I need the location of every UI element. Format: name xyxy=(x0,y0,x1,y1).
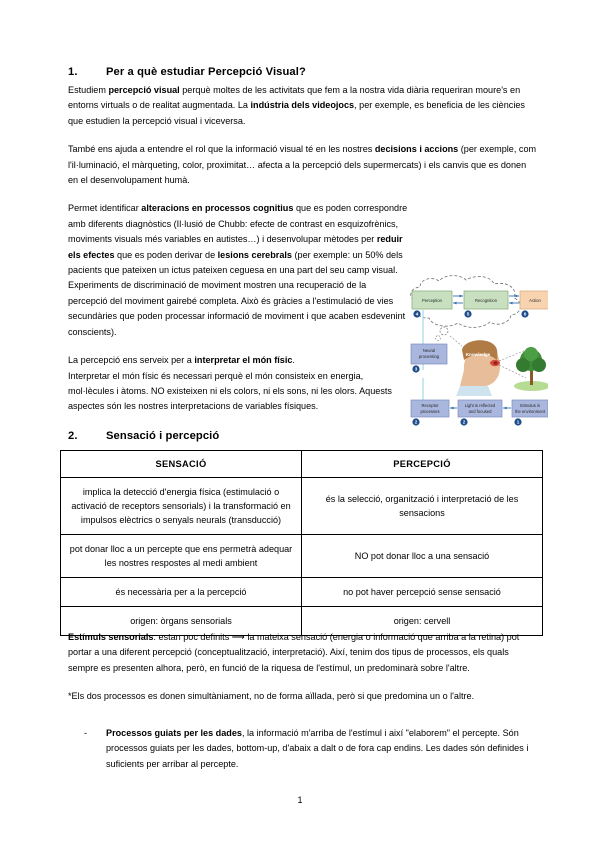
text-run: , la informació m'arriba de l'estímul i així "elaborem" el percepte. Són processos guiats per les dades, bottom-up, d'abaix a dalt o de fora cap endins. Les dades són definides i suficients per arribar al percepte. xyxy=(106,728,529,769)
box-neural-processing-label-2: processing xyxy=(418,354,440,359)
sensation-perception-table-wrapper xyxy=(60,450,542,636)
box-perception-label: Perception xyxy=(421,298,443,303)
table-header-row xyxy=(61,451,543,478)
knowledge-label: Knowledge xyxy=(465,352,491,357)
marker-1 xyxy=(514,418,521,425)
text-run-bold: reduir els efectes xyxy=(68,234,403,260)
table-header-sensacio: SENSACIÓ xyxy=(61,451,302,478)
text-run: (per exemple: un 50% dels pacients que pateixen un ictus pateixen ceguesa en una part del seu camp visual. Experiments de discriminació de moviment mostren una recuperació de la percepció del moviment gairebé completa. Això és gràcies a l'estimulació de vies secundàries que poden processar informació de moviment i que acaben esdevenint conscients). xyxy=(68,249,406,337)
bullet-list xyxy=(68,726,538,772)
section-2-number: 2. xyxy=(68,430,78,442)
perceptual-process-diagram xyxy=(398,274,548,426)
text-run: : estan poc definits ⟶ la mateixa sensació (energia o informació que arriba a la retina) pot portar a una diferent percepció (conceptualització, interpretació). Així, tenim dos tipus de processos, els quals sempre es presenten alhora, però, en funció de la riquesa de l'estímul, un predominarà sobre l'altre. xyxy=(68,632,520,673)
section-2 xyxy=(68,430,538,447)
box-neural-processing xyxy=(411,344,447,364)
svg-text:2: 2 xyxy=(462,419,466,425)
paragraph-estimuls-sensorials xyxy=(68,630,538,676)
sensation-perception-table xyxy=(60,450,543,636)
section-1-title: Per a què estudiar Percepció Visual? xyxy=(106,66,306,78)
box-recognition xyxy=(464,291,508,309)
text-run: que es poden correspondre amb diferents diagnòstics (Il·lusió de Chubb: efecte de contrast en esquizofrènics, moviments visuals més variables en autistes…) i desenvolupar mètodes per xyxy=(68,203,408,245)
table-cell: pot donar lloc a un percepte que ens permetrà adequar les nostres respostes al medi ambient xyxy=(61,535,302,578)
svg-text:2: 2 xyxy=(414,419,418,425)
table-row xyxy=(61,578,543,607)
lower-text-block xyxy=(68,630,538,718)
box-action xyxy=(520,291,548,309)
marker-5 xyxy=(464,310,471,317)
cloud-link xyxy=(450,336,462,346)
paragraph-footnote: *Els dos processos es donen simultàniament, no de forma aïllada, però si que predomina un o l'altre. xyxy=(68,691,475,702)
marker-2a xyxy=(412,418,419,425)
box-light-label-1: Light is reflected xyxy=(464,403,496,408)
box-stimulus-environment xyxy=(512,400,548,417)
table-row xyxy=(61,535,543,578)
box-light-reflected xyxy=(458,400,502,417)
paragraph-3 xyxy=(68,201,408,340)
section-2-heading xyxy=(68,430,538,442)
svg-text:3: 3 xyxy=(414,366,418,372)
text-run-bold: interpretar el món físic xyxy=(194,355,293,366)
bullet-text xyxy=(106,726,538,772)
thought-bubble-small xyxy=(436,336,441,341)
section-2-title: Sensació i percepció xyxy=(106,430,220,442)
text-run-bold: percepció visual xyxy=(108,85,180,95)
table-cell: origen: òrgans sensorials xyxy=(61,607,302,636)
head-illustration xyxy=(456,340,500,396)
text-run-bold: lesions cerebrals xyxy=(217,249,292,260)
text-run: Estudiem xyxy=(68,85,109,95)
table-cell: és necessària per a la percepció xyxy=(61,578,302,607)
box-receptor-processes xyxy=(411,400,449,417)
text-run: Permet identificar xyxy=(68,203,142,214)
table-cell: origen: cervell xyxy=(302,607,543,636)
text-run-bold: Processos guiats per les dades xyxy=(106,728,242,738)
table-cell: implica la detecció d'energia física (estimulació o activació de receptors sensorials) i la transformació en impulsos elèctrics o senyals neurals (transducció) xyxy=(61,478,302,535)
svg-text:4: 4 xyxy=(415,311,419,317)
bullet-dash: - xyxy=(84,728,88,738)
tree-illustration xyxy=(514,347,548,391)
svg-text:6: 6 xyxy=(523,311,527,317)
text-run: La percepció ens serveix per a xyxy=(68,355,195,366)
thought-bubble-large xyxy=(440,327,448,335)
paragraph-4 xyxy=(68,353,408,368)
marker-3 xyxy=(412,365,419,372)
paragraph-5: Interpretar el món físic és necessari perquè el món consisteix en energia, mol·lècules i àtoms. NO existeixen ni els colors, ni els sons, ni les olors. Aquests aspectes són les nostres interpretacions de variables físiques. xyxy=(68,370,392,412)
box-stimulus-label-1: Stimulus in xyxy=(519,403,541,408)
text-run-bold: indústria dels videojocs xyxy=(250,100,355,111)
table-row xyxy=(61,478,543,535)
text-run-bold: alteracions en processos cognitius xyxy=(141,203,294,214)
box-perception xyxy=(412,291,452,309)
marker-6 xyxy=(521,310,528,317)
paragraph-1 xyxy=(68,83,538,129)
text-run-bold: decisions i accions xyxy=(374,144,459,155)
paragraph-2 xyxy=(68,142,538,188)
text-run: També ens ajuda a entendre el rol que la informació visual té en les nostres xyxy=(68,144,375,155)
box-light-label-2: and focused xyxy=(468,409,492,414)
box-receptor-label-2: processes xyxy=(420,409,440,414)
svg-text:1: 1 xyxy=(516,419,520,425)
box-neural-processing-label-1: Neural xyxy=(422,348,436,353)
text-run: (per exemple, com l'il·luminació, el màrqueting, color, proximitat… afecta a la percepció dels supermercats) i els canvis que es donen en el desenvolupament humà. xyxy=(68,144,537,186)
text-run: perquè moltes de les activitats que fem a la nostra vida diària requeriran moure's en entorns virtuals o de realitat augmentada. La xyxy=(68,85,521,111)
section-1-heading xyxy=(68,66,538,78)
box-recognition-label: Recognition xyxy=(474,298,498,303)
text-run-bold: Estímuls sensorials xyxy=(68,632,154,642)
table-cell: és la selecció, organització i interpretació de les sensacions xyxy=(302,478,543,535)
table-cell: NO pot donar lloc a una sensació xyxy=(302,535,543,578)
text-run: , per exemple, es beneficia de les ciències que estudien la percepció visual i viceversa. xyxy=(68,100,525,126)
svg-text:5: 5 xyxy=(466,311,470,317)
table-cell: no pot haver percepció sense sensació xyxy=(302,578,543,607)
marker-2b xyxy=(460,418,467,425)
text-run: que es poden derivar de xyxy=(114,249,218,260)
list-item xyxy=(68,726,538,772)
box-action-label: Action xyxy=(529,298,541,303)
box-stimulus-label-2: the environment xyxy=(514,409,546,414)
marker-4 xyxy=(413,310,420,317)
table-header-percepcio: PERCEPCIÓ xyxy=(302,451,543,478)
section-1-number: 1. xyxy=(68,66,78,78)
page-number: 1 xyxy=(297,795,303,805)
text-run: . xyxy=(292,355,295,366)
box-receptor-label-1: Receptor xyxy=(421,403,439,408)
